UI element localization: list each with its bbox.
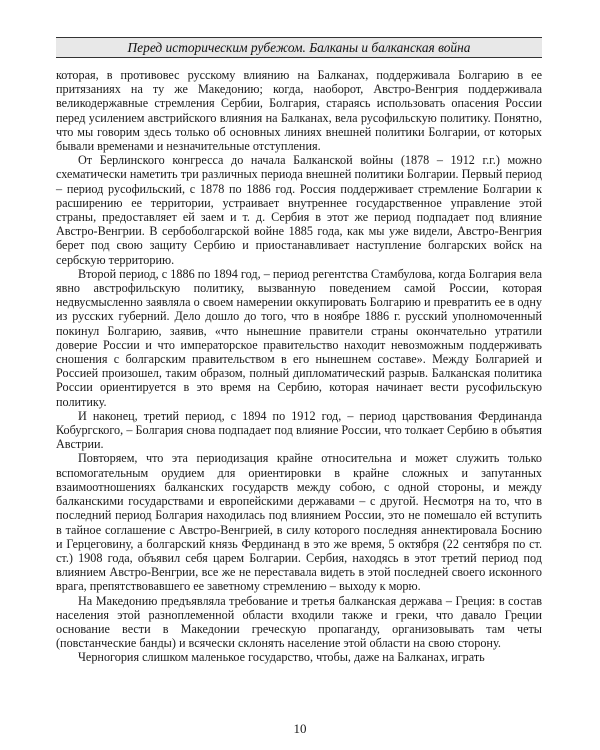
running-title: Перед историческим рубежом. Балканы и балканская война <box>127 39 471 55</box>
paragraph: И наконец, третий период, с 1894 по 1912 год, – период царствования Фердинанда Кобургского, – Болгария снова подпадает под влияние России, что толкает Сербию в объятия Австрии. <box>56 408 542 452</box>
running-header <box>56 37 542 58</box>
paragraph: На Македонию предъявляла требование и третья балканская держава – Греция: в состав населения этой разноплеменной области входили также и греки, что давало Греции основание вести в Македонии греческую пропаганду, организовывать там четы (повстанческие банды) и всячески склонять население этой области на свою сторону. <box>56 593 542 651</box>
paragraph: которая, в противовес русскому влиянию на Балканах, поддерживала Болгарию в ее притязаниях на ту же Македонию; когда, наоборот, Австро-Венгрия поддерживала великодержавные стремления Сербии, Болгария, стараясь использовать опасения России перед усилением австрийского влияния на Балканах, вела русофильскую политику. Понятно, что мы говорим здесь только об основных линиях внешней политики Болгарии, от которых бывали временами и незначительные отступления. <box>56 68 542 154</box>
page-number: 10 <box>293 721 307 736</box>
paragraph: От Берлинского конгресса до начала Балканской войны (1878 – 1912 г.г.) можно схематически наметить три различных периода внешней политики Болгарии. Первый период – период русофильский, с 1878 по 1886 год. Россия поддерживает стремление Болгарии к расширению ее территории, устраивает внутреннее государственное управление этой страны, предоставляет ей заем и т. д. Сербия в этот же период подпадает под влияние Австро-Венгрии. В сербоболгарской войне 1885 года, как мы уже видели, Австро-Венгрия берет под свою защиту Сербию и приостанавливает наступление болгарских войск на сербскую территорию. <box>56 153 542 267</box>
paragraph: Повторяем, что эта периодизация крайне относительна и может служить только вспомогательным орудием для ориентировки в крайне сложных и запутанных взаимоотношениях балканских государств между собою, с одной стороны, и между балканскими государствами и европейскими державами – с другой. Несмотря на то, что в последний период Болгария находилась под влиянием России, это не помешало ей вступить в тайное соглашение с Австро-Венгрией, в силу которого последняя аннектировала Боснию и Герцеговину, а болгарский князь Фердинанд в это же время, 5 октября (22 сентября по ст. ст.) 1908 года, объявил себя царем Болгарии. Сербия, находясь в этот третий период под влиянием Австро-Венгрии, все же не переставала видеть в этой последней своего исконного врага, препятствовавшего ее заветному стремлению – выходу к морю. <box>56 451 542 594</box>
paragraph: Черногория слишком маленькое государство, чтобы, даже на Балканах, играть <box>78 650 485 665</box>
page-body <box>56 68 542 665</box>
paragraph: Второй период, с 1886 по 1894 год, – период регентства Стамбулова, когда Болгария вела явно австрофильскую политику, вызванную поведением самой России, которая недвусмысленно заявляла о своем намерении оккупировать Болгарию и превратить ее в одну из русских губерний. Дело дошло до того, что в ноябре 1886 г. русский уполномоченный покинул Болгарию, заявив, «что нынешние правители страны окончательно утратили доверие России и что императорское правительство находит невозможным поддерживать сношения с болгарским правительством в его нынешнем составе». Между Болгарией и Россией произошел, таким образом, полный дипломатический разрыв. Балканская политика России ориентируется в это время на Сербию, которая начинает вести русофильскую политику. <box>56 266 542 409</box>
